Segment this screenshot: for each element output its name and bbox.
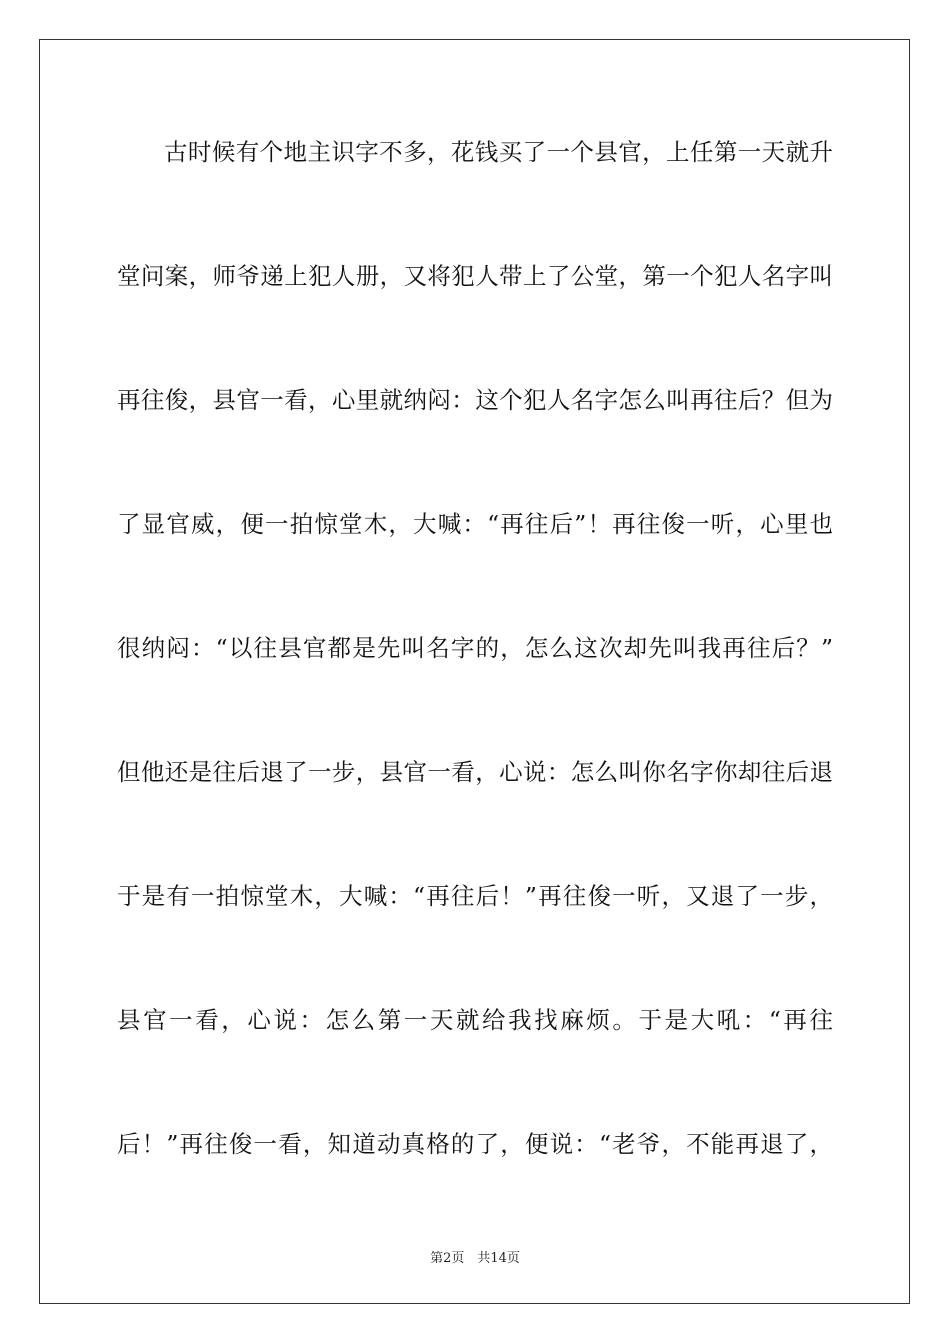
text-line-5: 很纳闷：“以往县官都是先叫名字的，怎么这次却先叫我再往后？” xyxy=(117,634,833,662)
page-number-footer: 第2页 共14页 xyxy=(430,1251,520,1266)
text-line-3: 再往俊，县官一看，心里就纳闷：这个犯人名字怎么叫再往后？但为 xyxy=(117,386,833,414)
text-line-2: 堂问案，师爷递上犯人册，又将犯人带上了公堂，第一个犯人名字叫 xyxy=(117,262,833,290)
body-text xyxy=(117,128,833,1244)
text-line-1: 古时候有个地主识字不多，花钱买了一个县官，上任第一天就升 xyxy=(164,138,833,166)
text-line-6: 但他还是往后退了一步，县官一看，心说：怎么叫你名字你却往后退 xyxy=(117,758,833,786)
text-line-9: 后！”再往俊一看，知道动真格的了，便说：“老爷，不能再退了， xyxy=(117,1130,833,1158)
text-line-7: 于是有一拍惊堂木，大喊：“再往后！”再往俊一听，又退了一步， xyxy=(117,882,833,910)
text-line-4: 了显官威，便一拍惊堂木，大喊：“再往后”！再往俊一听，心里也 xyxy=(117,510,833,538)
text-line-8: 县官一看，心说：怎么第一天就给我找麻烦。于是大吼：“再往 xyxy=(117,1006,833,1034)
